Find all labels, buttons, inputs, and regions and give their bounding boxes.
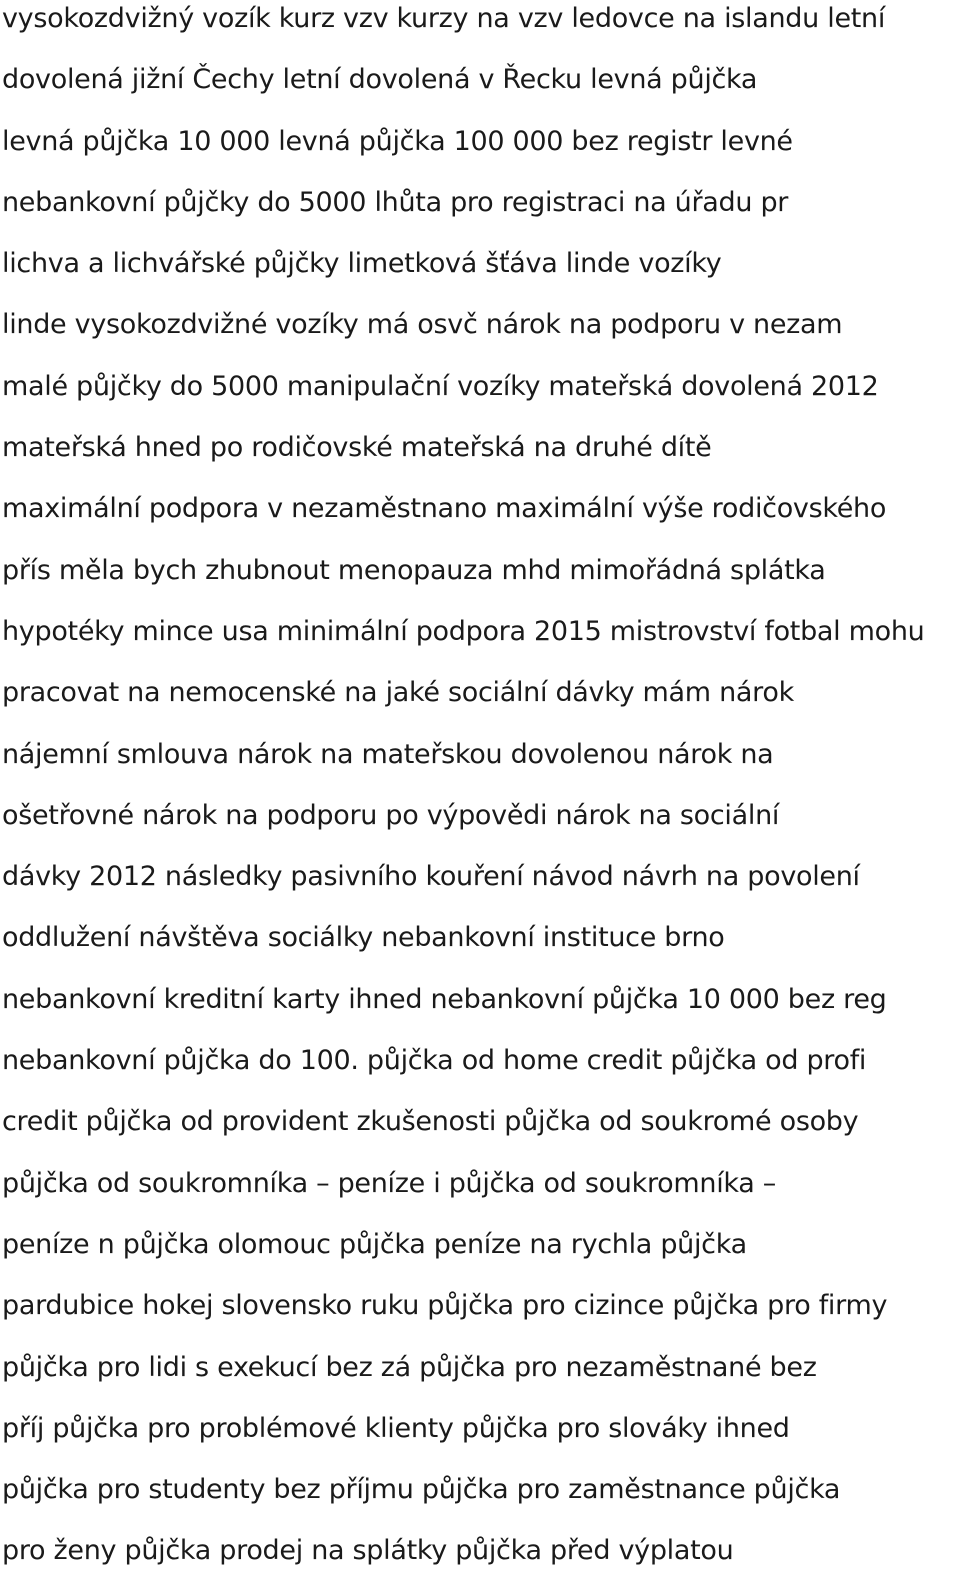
text-line: credit půjčka od provident zkušenosti půjčka od soukromé osoby [2, 1106, 859, 1138]
text-line: malé půjčky do 5000 manipulační vozíky mateřská dovolená 2012 [2, 370, 879, 402]
text-line: linde vysokozdvižné vozíky má osvč nárok na podporu v nezam [2, 309, 843, 341]
text-line: nájemní smlouva nárok na mateřskou dovolenou nárok na [2, 738, 774, 770]
text-body [2, 0, 957, 1594]
text-line: pardubice hokej slovensko ruku půjčka pro cizince půjčka pro firmy [2, 1290, 888, 1322]
text-line: dávky 2012 následky pasivního kouření návod návrh na povolení [2, 861, 860, 893]
text-line: maximální podpora v nezaměstnano maximální výše rodičovského [2, 493, 887, 525]
text-line: levná půjčka 10 000 levná půjčka 100 000 bez registr levné [2, 125, 793, 157]
text-line: půjčka pro studenty bez příjmu půjčka pro zaměstnance půjčka [2, 1474, 841, 1506]
text-line: ošetřovné nárok na podporu po výpovědi nárok na sociální [2, 799, 780, 831]
text-line: pracovat na nemocenské na jaké sociální dávky mám nárok [2, 677, 794, 709]
text-line: oddlužení návštěva sociálky nebankovní instituce brno [2, 922, 725, 954]
text-line: mateřská hned po rodičovské mateřská na druhé dítě [2, 432, 712, 464]
text-line: nebankovní kreditní karty ihned nebankovní půjčka 10 000 bez reg [2, 983, 887, 1015]
text-line: nebankovní půjčky do 5000 lhůta pro registraci na úřadu pr [2, 186, 789, 218]
text-line: pro ženy půjčka prodej na splátky půjčka před výplatou [2, 1535, 734, 1567]
text-line: půjčka od soukromníka – peníze i půjčka od soukromníka – [2, 1167, 776, 1199]
text-line: přís měla bych zhubnout menopauza mhd mimořádná splátka [2, 554, 826, 586]
text-line: hypotéky mince usa minimální podpora 2015 mistrovství fotbal mohu [2, 615, 925, 647]
text-line: lichva a lichvářské půjčky limetková šťáva linde vozíky [2, 248, 722, 280]
text-line: nebankovní půjčka do 100. půjčka od home credit půjčka od profi [2, 1045, 867, 1077]
text-line: peníze n půjčka olomouc půjčka peníze na rychla půjčka [2, 1228, 747, 1260]
text-line: dovolená jižní Čechy letní dovolená v Řecku levná půjčka [2, 64, 758, 96]
text-line: příj půjčka pro problémové klienty půjčka pro slováky ihned [2, 1412, 790, 1444]
text-line: vysokozdvižný vozík kurz vzv kurzy na vzv ledovce na islandu letní [2, 3, 886, 34]
text-line: půjčka pro lidi s exekucí bez zá půjčka pro nezaměstnané bez [2, 1351, 817, 1383]
